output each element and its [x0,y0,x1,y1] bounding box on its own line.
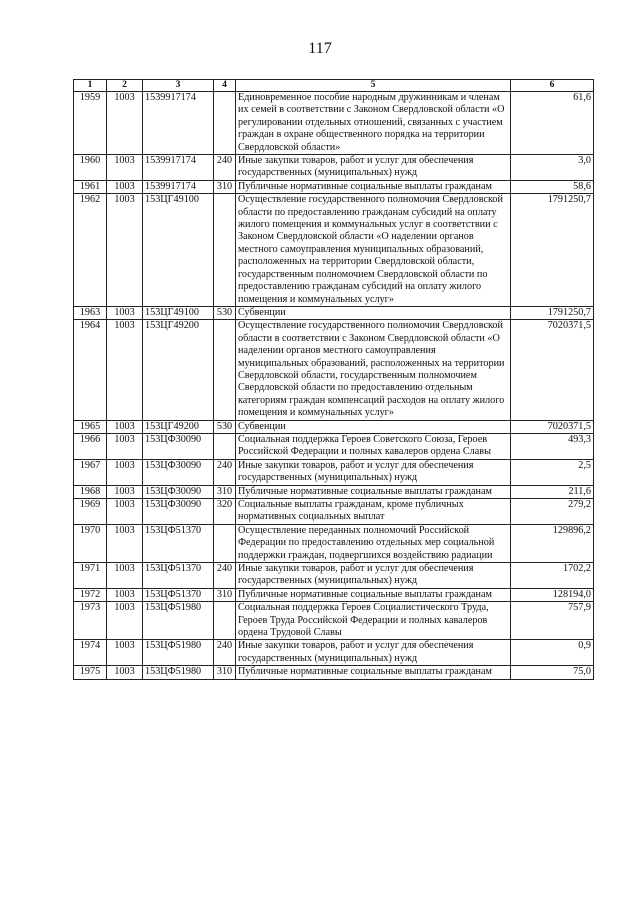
amount-cell: 0,9 [511,640,594,666]
table-row [74,563,594,589]
target-article-code-cell: 153ЦФ51980 [143,640,214,666]
row-number-cell: 1961 [74,180,107,193]
section-code-cell: 1003 [107,92,143,155]
expense-type-code-cell: 240 [214,640,236,666]
row-number-cell: 1965 [74,420,107,433]
amount-cell: 1791250,7 [511,194,594,307]
row-number-cell: 1966 [74,433,107,459]
target-article-code-cell: 153ЦФ30090 [143,499,214,525]
expense-type-code-cell: 240 [214,563,236,589]
table-row [74,320,594,420]
amount-cell: 129896,2 [511,524,594,562]
header-col-6: 6 [511,80,594,92]
table-row [74,92,594,155]
section-code-cell: 1003 [107,155,143,181]
target-article-code-cell: 153ЦФ51370 [143,563,214,589]
description-cell: Осуществление переданных полномочий Российской Федерации по предоставлению отдельных мер социальной поддержки граждан, подвергшихся воздействию радиации [236,524,511,562]
description-cell: Публичные нормативные социальные выплаты гражданам [236,180,511,193]
expense-type-code-cell: 310 [214,180,236,193]
section-code-cell: 1003 [107,306,143,319]
table-row [74,194,594,307]
amount-cell: 757,9 [511,602,594,640]
target-article-code-cell: 1539917174 [143,180,214,193]
table-row [74,602,594,640]
description-cell: Осуществление государственного полномочия Свердловской области в соответствии с Законом Свердловской области «О наделении органов местного самоуправления муниципальных образований, расположенных на территории Свердловской области, государственным полномочием Свердловской области по предоставлению отдельным категориям граждан компенсаций расходов на оплату жилого помещения и коммунальных услуг» [236,320,511,420]
description-cell: Социальные выплаты гражданам, кроме публичных нормативных социальных выплат [236,499,511,525]
amount-cell: 1702,2 [511,563,594,589]
description-cell: Субвенции [236,420,511,433]
row-number-cell: 1969 [74,499,107,525]
row-number-cell: 1975 [74,666,107,679]
table-row [74,666,594,679]
table-row [74,524,594,562]
expense-type-code-cell: 240 [214,155,236,181]
expense-type-code-cell: 530 [214,420,236,433]
target-article-code-cell: 153ЦГ49100 [143,194,214,307]
description-cell: Субвенции [236,306,511,319]
description-cell: Социальная поддержка Героев Советского Союза, Героев Российской Федерации и полных кавалеров ордена Славы [236,433,511,459]
section-code-cell: 1003 [107,640,143,666]
section-code-cell: 1003 [107,433,143,459]
row-number-cell: 1960 [74,155,107,181]
row-number-cell: 1963 [74,306,107,319]
table-body [74,92,594,680]
header-col-3: 3 [143,80,214,92]
target-article-code-cell: 153ЦГ49200 [143,320,214,420]
row-number-cell: 1964 [74,320,107,420]
target-article-code-cell: 153ЦФ30090 [143,433,214,459]
section-code-cell: 1003 [107,666,143,679]
section-code-cell: 1003 [107,180,143,193]
amount-cell: 493,3 [511,433,594,459]
amount-cell: 128194,0 [511,588,594,601]
row-number-cell: 1968 [74,485,107,498]
expense-type-code-cell [214,602,236,640]
expense-type-code-cell [214,320,236,420]
table-row [74,499,594,525]
expense-type-code-cell: 530 [214,306,236,319]
expense-type-code-cell [214,433,236,459]
description-cell: Иные закупки товаров, работ и услуг для обеспечения государственных (муниципальных) нужд [236,459,511,485]
section-code-cell: 1003 [107,524,143,562]
amount-cell: 75,0 [511,666,594,679]
section-code-cell: 1003 [107,320,143,420]
section-code-cell: 1003 [107,420,143,433]
header-col-4: 4 [214,80,236,92]
target-article-code-cell: 1539917174 [143,155,214,181]
row-number-cell: 1970 [74,524,107,562]
section-code-cell: 1003 [107,563,143,589]
expense-type-code-cell [214,92,236,155]
description-cell: Иные закупки товаров, работ и услуг для обеспечения государственных (муниципальных) нужд [236,640,511,666]
amount-cell: 7020371,5 [511,320,594,420]
table-header [74,80,594,92]
amount-cell: 61,6 [511,92,594,155]
target-article-code-cell: 153ЦГ49100 [143,306,214,319]
page-number: 117 [308,40,332,57]
table-row [74,433,594,459]
table-row [74,588,594,601]
amount-cell: 7020371,5 [511,420,594,433]
description-cell: Публичные нормативные социальные выплаты гражданам [236,666,511,679]
row-number-cell: 1974 [74,640,107,666]
section-code-cell: 1003 [107,499,143,525]
description-cell: Единовременное пособие народным дружинникам и членам их семей в соответствии с Законом Свердловской области «О регулировании отдельных отношений, связанных с участием граждан в охране общественного порядка на территории Свердловской области» [236,92,511,155]
amount-cell: 58,6 [511,180,594,193]
expense-type-code-cell [214,524,236,562]
section-code-cell: 1003 [107,194,143,307]
description-cell: Публичные нормативные социальные выплаты гражданам [236,485,511,498]
section-code-cell: 1003 [107,459,143,485]
target-article-code-cell: 153ЦФ51980 [143,666,214,679]
row-number-cell: 1967 [74,459,107,485]
budget-table [73,79,594,680]
table-row [74,155,594,181]
header-col-2: 2 [107,80,143,92]
section-code-cell: 1003 [107,602,143,640]
amount-cell: 3,0 [511,155,594,181]
target-article-code-cell: 153ЦФ51370 [143,588,214,601]
description-cell: Иные закупки товаров, работ и услуг для обеспечения государственных (муниципальных) нужд [236,155,511,181]
table-row [74,306,594,319]
target-article-code-cell: 153ЦФ30090 [143,459,214,485]
target-article-code-cell: 153ЦГ49200 [143,420,214,433]
expense-type-code-cell: 320 [214,499,236,525]
header-col-5: 5 [236,80,511,92]
amount-cell: 2,5 [511,459,594,485]
row-number-cell: 1972 [74,588,107,601]
table-row [74,420,594,433]
header-col-1: 1 [74,80,107,92]
row-number-cell: 1959 [74,92,107,155]
expense-type-code-cell: 240 [214,459,236,485]
row-number-cell: 1971 [74,563,107,589]
target-article-code-cell: 153ЦФ51370 [143,524,214,562]
table-row [74,459,594,485]
table-row [74,640,594,666]
description-cell: Осуществление государственного полномочия Свердловской области по предоставлению гражданам субсидий на оплату жилого помещения и коммунальных услуг в соответствии с Законом Свердловской области «О наделении органов местного самоуправления муниципальных образований, расположенных на территории Свердловской области, государственным полномочием Свердловской области по предоставлению гражданам субсидий на оплату жилого помещения и коммунальных услуг» [236,194,511,307]
description-cell: Социальная поддержка Героев Социалистического Труда, Героев Труда Российской Федерации и полных кавалеров ордена Трудовой Славы [236,602,511,640]
expense-type-code-cell: 310 [214,666,236,679]
table-row [74,485,594,498]
amount-cell: 1791250,7 [511,306,594,319]
section-code-cell: 1003 [107,485,143,498]
table-row [74,180,594,193]
expense-type-code-cell [214,194,236,307]
row-number-cell: 1973 [74,602,107,640]
target-article-code-cell: 153ЦФ30090 [143,485,214,498]
description-cell: Иные закупки товаров, работ и услуг для обеспечения государственных (муниципальных) нужд [236,563,511,589]
expense-type-code-cell: 310 [214,485,236,498]
description-cell: Публичные нормативные социальные выплаты гражданам [236,588,511,601]
target-article-code-cell: 153ЦФ51980 [143,602,214,640]
row-number-cell: 1962 [74,194,107,307]
target-article-code-cell: 1539917174 [143,92,214,155]
header-row [74,80,594,92]
section-code-cell: 1003 [107,588,143,601]
amount-cell: 279,2 [511,499,594,525]
expense-type-code-cell: 310 [214,588,236,601]
amount-cell: 211,6 [511,485,594,498]
